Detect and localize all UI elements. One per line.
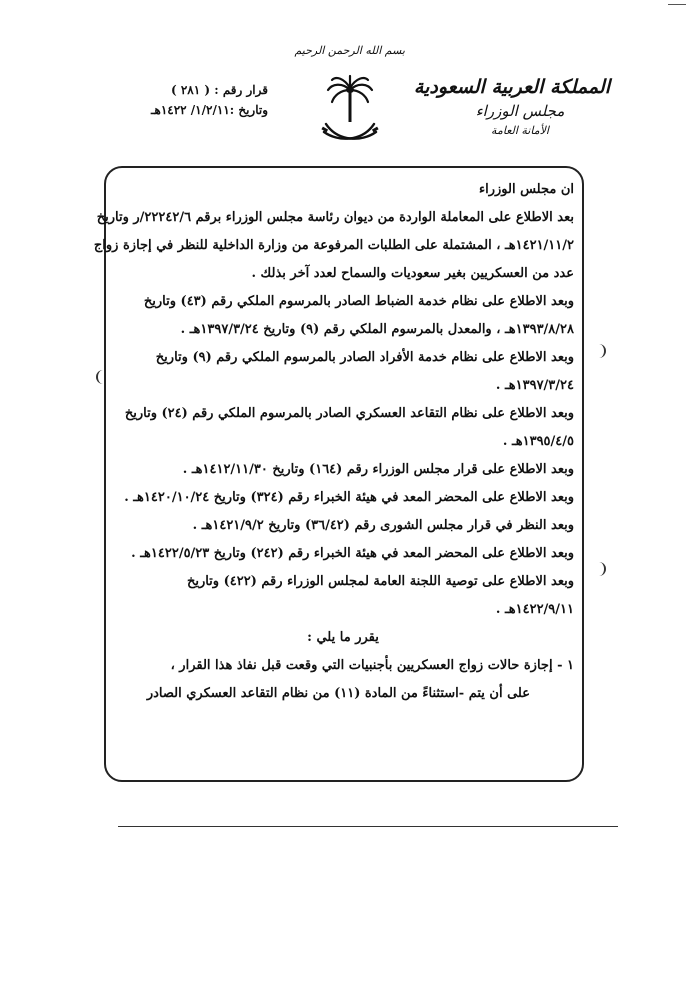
palm-swords-emblem-icon <box>318 72 382 150</box>
letterhead <box>413 74 610 140</box>
resolution-heading: يقرر ما يلي : <box>307 630 379 645</box>
body-line: ١٣٩٣/٨/٢٨هـ ، والمعدل بالمرسوم الملكي رقم (٩) وتاريخ ١٣٩٧/٣/٢٤هـ . <box>180 322 574 337</box>
body-line: وبعد الاطلاع على نظام خدمة الأفراد الصادر بالمرسوم الملكي رقم (٩) وتاريخ <box>155 350 574 365</box>
scan-mark <box>668 4 686 5</box>
body-line: وبعد الاطلاع على قرار مجلس الوزراء رقم (١٦٤) وتاريخ ١٤١٢/١١/٣٠هـ . <box>182 462 574 477</box>
body-line: ان مجلس الوزراء <box>478 182 574 197</box>
body-line: وبعد الاطلاع على نظام التقاعد العسكري الصادر بالمرسوم الملكي رقم (٢٤) وتاريخ <box>124 406 574 421</box>
frame-margin-mark <box>592 562 606 576</box>
decision-number: قرار رقم : ( ٢٨١ ) <box>170 83 268 97</box>
body-line: ١٤٢١/١١/٢هـ ، المشتملة على الطلبات المرفوعة من وزارة الداخلية للنظر في إجازة زواج <box>93 238 574 253</box>
body-line: وبعد الاطلاع على المحضر المعد في هيئة الخبراء رقم (٣٢٤) وتاريخ ١٤٢٠/١٠/٢٤هـ . <box>124 490 574 505</box>
council-name: مجلس الوزراء <box>475 102 565 120</box>
body-line: عدد من العسكريين بغير سعوديات والسماح لعدد آخر بذلك . <box>251 266 574 281</box>
body-line: بعد الاطلاع على المعاملة الواردة من ديوان رئاسة مجلس الوزراء برقم ٢٢٢٤٢/٦/ر وتاريخ <box>96 210 574 225</box>
body-line: ١٤٢٢/٩/١١هـ . <box>495 602 574 617</box>
body-line: وبعد الاطلاع على نظام خدمة الضباط الصادر بالمرسوم الملكي رقم (٤٣) وتاريخ <box>143 294 574 309</box>
frame-margin-mark <box>96 370 110 384</box>
secretariat-name: الأمانة العامة <box>491 124 549 137</box>
body-line: وبعد النظر في قرار مجلس الشورى رقم (٣٦/٤٢) وتاريخ ١٤٢١/٩/٢هـ . <box>192 518 574 533</box>
bottom-rule <box>118 826 618 827</box>
decision-date: وتاريخ :١/٢/١١/ ١٤٢٢هـ <box>150 103 268 117</box>
resolution-item-continuation: على أن يتم -استثناءً من المادة (١١) من نظام التقاعد العسكري الصادر <box>146 686 530 701</box>
body-line: وبعد الاطلاع على المحضر المعد في هيئة الخبراء رقم (٢٤٢) وتاريخ ١٤٢٢/٥/٢٣هـ . <box>131 546 574 561</box>
resolution-item: ١ - إجازة حالات زواج العسكريين بأجنبيات التي وقعت قبل نفاذ هذا القرار ، <box>170 658 574 673</box>
decision-meta <box>108 80 268 120</box>
body-line: وبعد الاطلاع على توصية اللجنة العامة لمجلس الوزراء رقم (٤٢٢) وتاريخ <box>186 574 574 589</box>
body-line: ١٣٩٧/٣/٢٤هـ . <box>495 378 574 393</box>
decision-body <box>93 176 574 708</box>
frame-margin-mark <box>592 344 606 358</box>
basmala: بسم الله الرحمن الرحيم <box>294 44 405 57</box>
kingdom-name: المملكة العربية السعودية <box>413 76 610 98</box>
body-line: ١٣٩٥/٤/٥هـ . <box>502 434 574 449</box>
